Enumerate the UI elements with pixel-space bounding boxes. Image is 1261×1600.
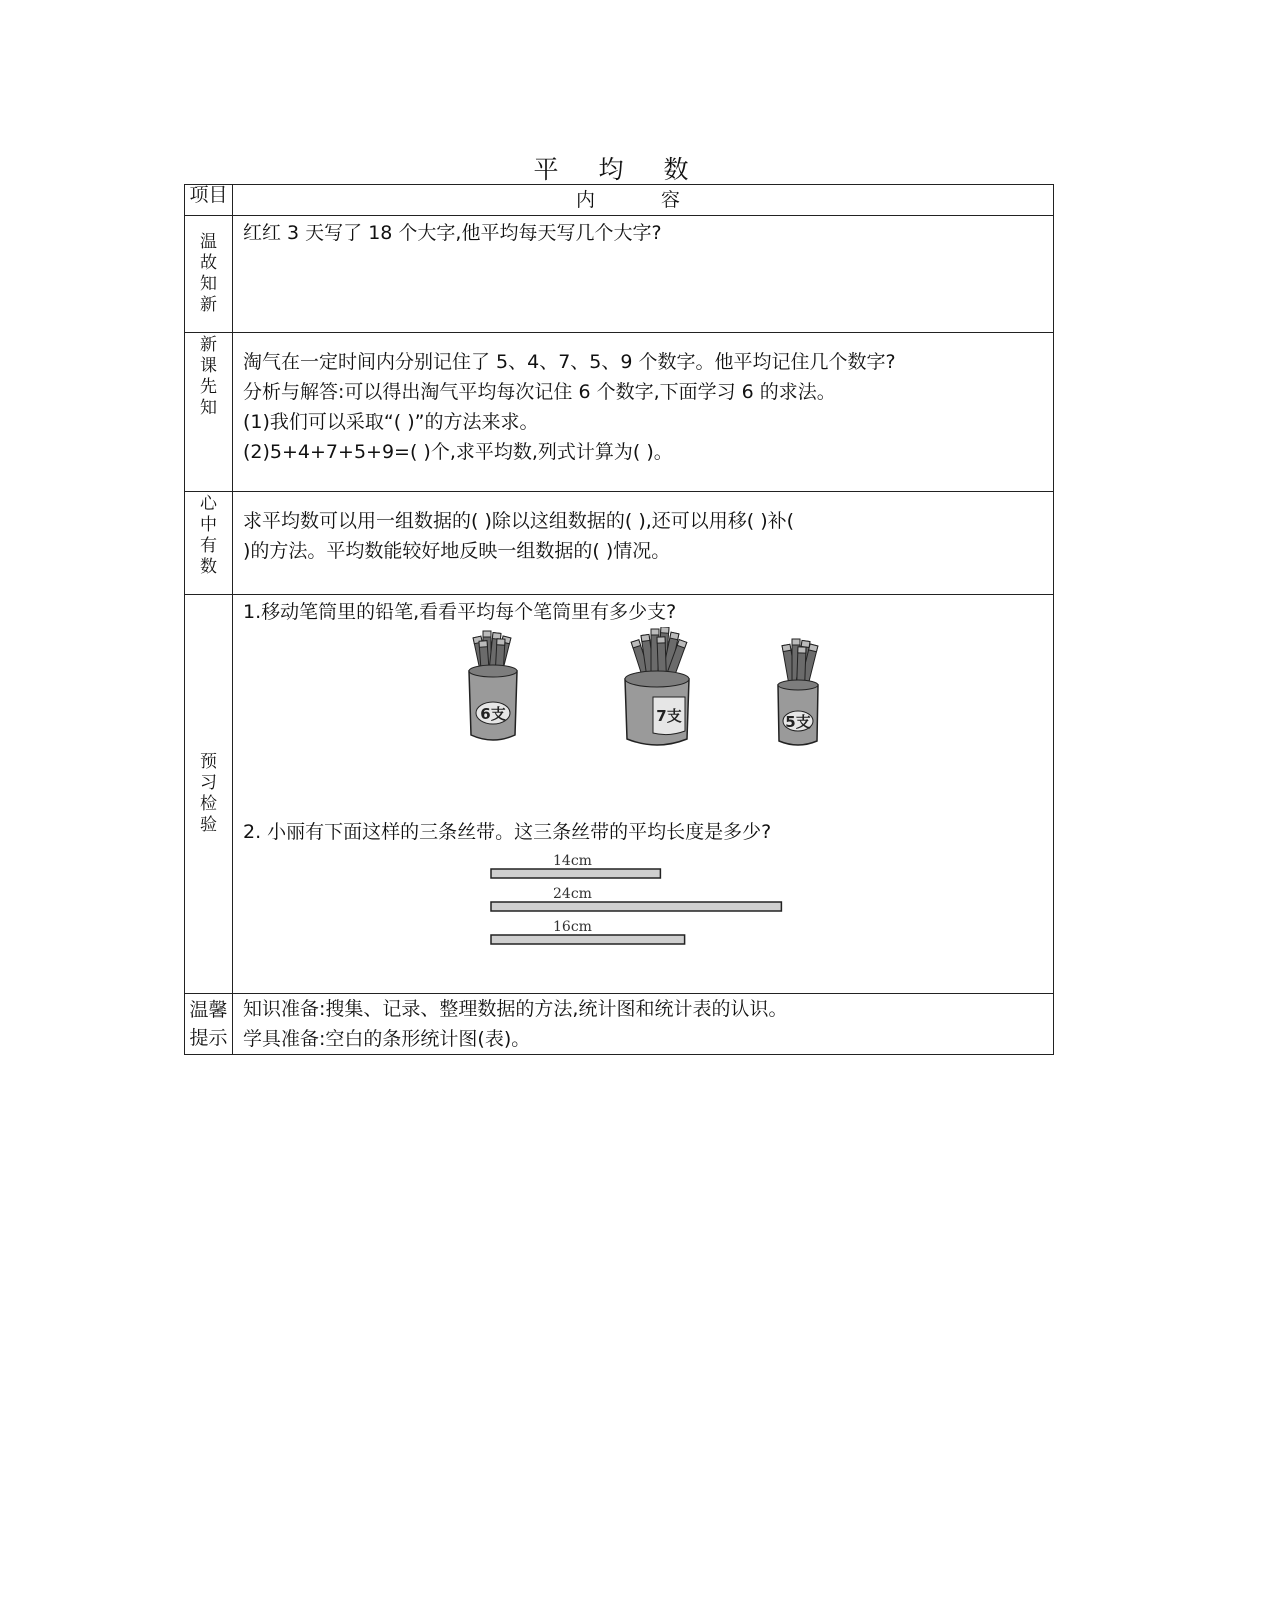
row-label: 温故知新 xyxy=(185,216,233,333)
row-label: 新课先知 xyxy=(185,333,233,492)
table-row xyxy=(185,333,1054,492)
pencil-cup-2 xyxy=(625,627,689,745)
page-title: 平 均 数 xyxy=(533,155,705,184)
table-row xyxy=(185,492,1054,595)
ribbons-illustration xyxy=(243,847,1043,957)
row-label: 心中有数 xyxy=(185,492,233,595)
fill-blank-2: (2)5+4+7+5+9=( )个,求平均数,列式计算为( )。 xyxy=(243,441,673,463)
row-content xyxy=(233,595,1054,994)
summary-line-2: )的方法。平均数能较好地反映一组数据的( )情况。 xyxy=(243,540,671,562)
header-item: 项目 xyxy=(185,185,233,216)
analysis-text: 分析与解答:可以得出淘气平均每次记住 6 个数字,下面学习 6 的求法。 xyxy=(243,381,836,403)
header-content: 内 容 xyxy=(233,185,1054,216)
cup-label-2: 7支 xyxy=(656,707,682,725)
pencil-cup-3 xyxy=(778,639,818,745)
pencil-cups-figure xyxy=(243,627,1043,817)
ribbon-bar xyxy=(491,869,660,878)
pencil-cups-illustration xyxy=(243,627,1043,817)
exercise-question-2: 2. 小丽有下面这样的三条丝带。这三条丝带的平均长度是多少? xyxy=(243,821,772,843)
fill-blank-1: (1)我们可以采取“( )”的方法来求。 xyxy=(243,411,539,433)
row-content xyxy=(233,492,1054,595)
cup-label-1: 6支 xyxy=(480,705,506,723)
table-row xyxy=(185,994,1054,1055)
cup-label-3: 5支 xyxy=(785,713,811,731)
ribbon-label: 16cm xyxy=(553,919,592,935)
summary-line-1: 求平均数可以用一组数据的( )除以这组数据的( ),还可以用移( )补( xyxy=(243,510,795,532)
ribbon-label: 14cm xyxy=(553,853,592,869)
table-row xyxy=(185,595,1054,994)
row-label: 温馨提示 xyxy=(185,994,233,1055)
worksheet-table xyxy=(184,184,1054,1055)
ribbons-figure xyxy=(243,847,1043,957)
row-content xyxy=(233,216,1054,333)
table-header-row xyxy=(185,185,1054,216)
table-row xyxy=(185,216,1054,333)
row-label: 预习检验 xyxy=(185,595,233,994)
tip-knowledge: 知识准备:搜集、记录、整理数据的方法,统计图和统计表的认识。 xyxy=(243,998,788,1020)
preview-question: 淘气在一定时间内分别记住了 5、4、7、5、9 个数字。他平均记住几个数字? xyxy=(243,351,896,373)
review-question: 红红 3 天写了 18 个大字,他平均每天写几个大字? xyxy=(243,222,662,244)
ribbon-label: 24cm xyxy=(553,886,592,902)
exercise-question-1: 1.移动笔筒里的铅笔,看看平均每个笔筒里有多少支? xyxy=(243,601,677,623)
ribbon-bar xyxy=(491,935,685,944)
row-content xyxy=(233,333,1054,492)
ribbon-bar xyxy=(491,902,781,911)
tip-materials: 学具准备:空白的条形统计图(表)。 xyxy=(243,1028,531,1050)
row-content xyxy=(233,994,1054,1055)
pencil-cup-1 xyxy=(469,631,517,740)
